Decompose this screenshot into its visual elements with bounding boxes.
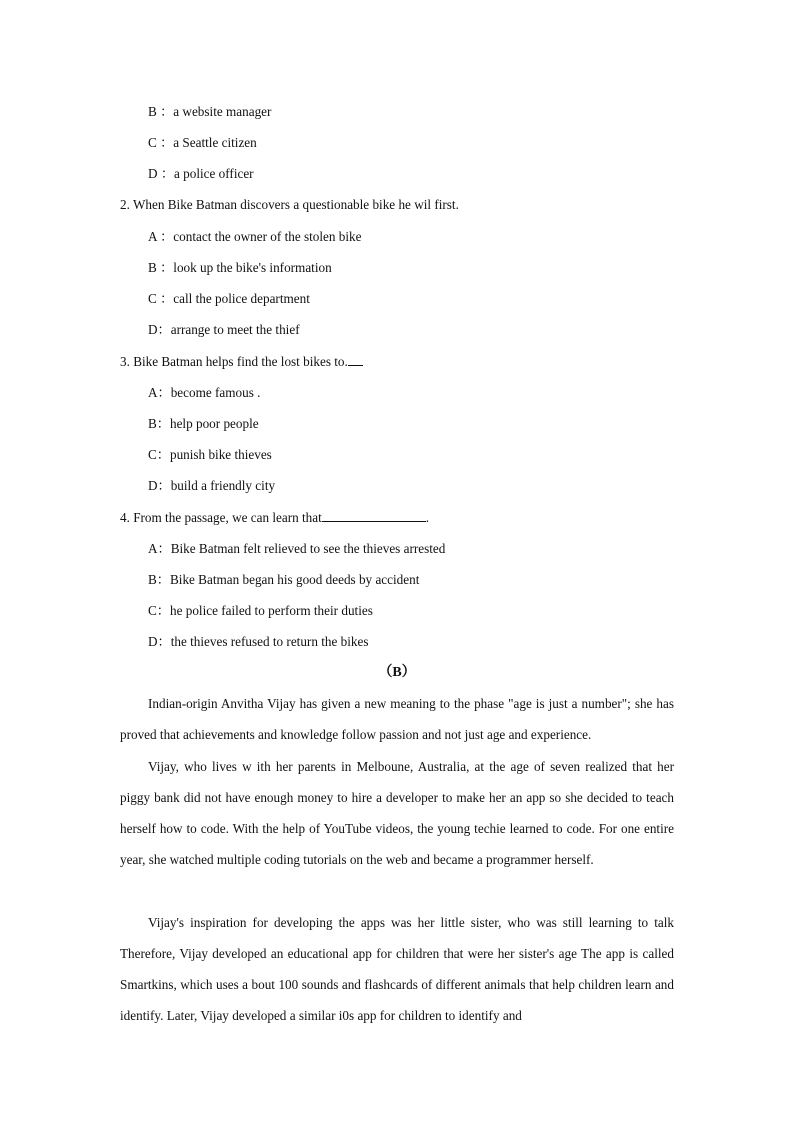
q4-stem-text: 4. From the passage, we can learn that [120,510,322,525]
q3-option-a: A：become famous . [148,385,261,400]
q4-option-c: C：he police failed to perform their duties [148,603,373,618]
q4-option-b: B：Bike Batman began his good deeds by accident [148,572,420,587]
q4-stem [120,509,429,526]
passage-paragraph-2: Vijay, who lives w ith her parents in Melboune, Australia, at the age of seven realized that her piggy bank did not have enough money to hire a developer to make her an app so she decided to teach herself how to code. With the help of YouTube videos, the young techie learned to code. For one entire year, she watched multiple coding tutorials on the web and became a programmer herself. [120,759,674,867]
q2-option-a: A ：contact the owner of the stolen bike [148,229,362,244]
passage-paragraph-3: Vijay's inspiration for developing the apps was her little sister, who was still learning to talk Therefore, Vijay developed an educational app for children that were her sister's age The app is called Smartkins, which uses a bout 100 sounds and flashcards of different animals that help children learn and identify. Later, Vijay developed a similar i0s app for children to identify and [120,915,674,1023]
q4-option-a: A：Bike Batman felt relieved to see the thieves arrested [148,541,446,556]
q3-option-d: D：build a friendly city [148,478,276,493]
q3-option-c: C：punish bike thieves [148,447,272,462]
passage-paragraph-1: Indian-origin Anvitha Vijay has given a new meaning to the phase "age is just a number"; she has proved that achievements and knowledge follow passion and not just age and experience. [120,696,674,742]
q3-option-b: B：help poor people [148,416,259,431]
q1-option-b: B ：a website manager [148,104,272,119]
q4-option-d: D：the thieves refused to return the bikes [148,634,369,649]
q4-stem-end: . [425,510,430,525]
q4-answer-blank [322,509,426,522]
q3-stem-text: 3. Bike Batman helps find the lost bikes to. [120,354,348,369]
q3-answer-blank [348,353,363,366]
q3-stem [120,353,363,370]
q2-stem: 2. When Bike Batman discovers a questionable bike he wil first. [120,197,459,212]
q2-option-d: D：arrange to meet the thief [148,322,300,337]
q1-option-c: C ：a Seattle citizen [148,135,257,150]
section-heading: （B） [378,665,416,680]
q2-option-c: C ：call the police department [148,291,310,306]
q2-option-b: B ：look up the bike's information [148,260,332,275]
q1-option-d: D ：a police officer [148,166,254,181]
